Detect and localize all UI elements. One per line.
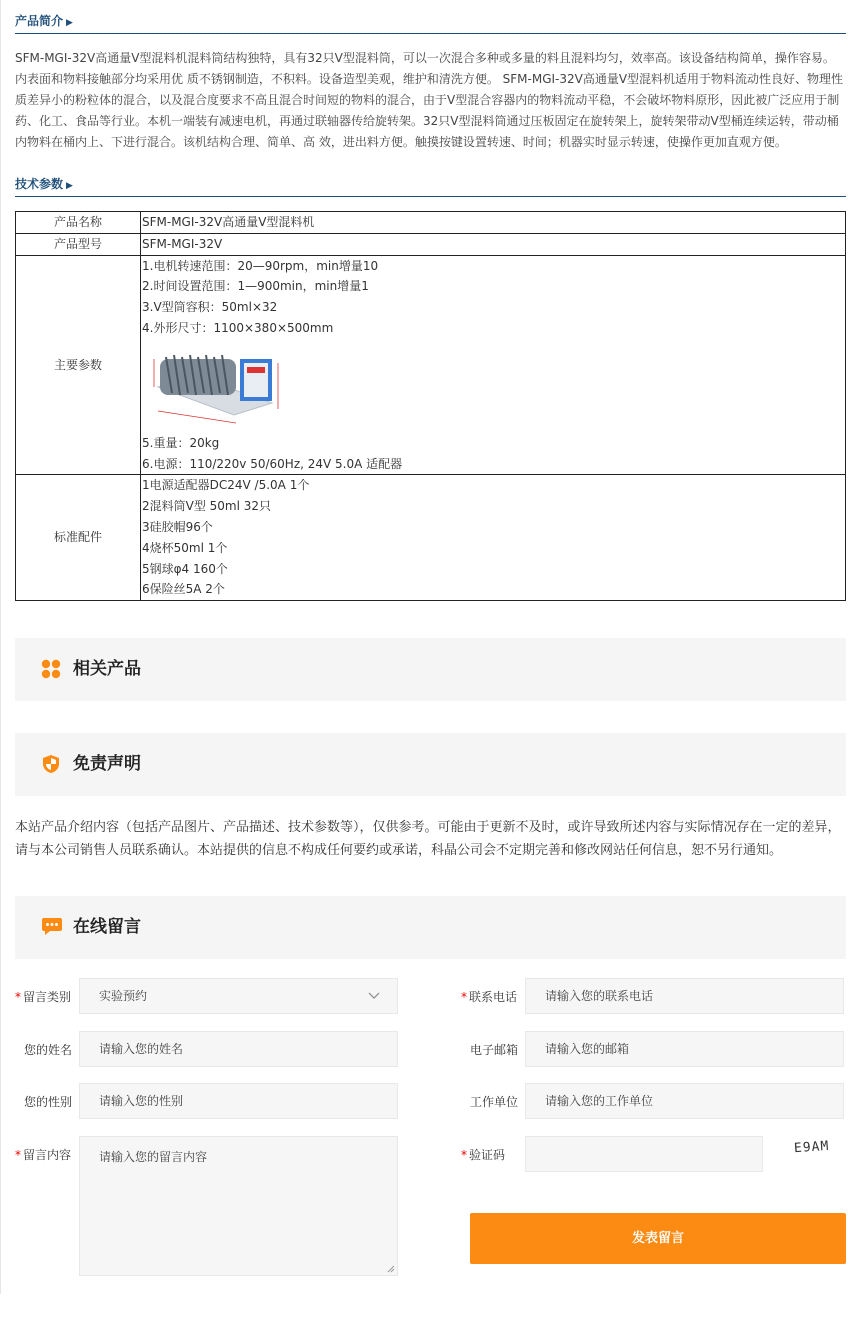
related-products-title: 相关产品 <box>73 659 141 679</box>
params-table <box>15 211 846 601</box>
chevron-down-icon <box>368 989 380 1001</box>
email-label: 电子邮箱 <box>470 1043 519 1057</box>
accessory-line: 2混料筒V型 50ml 32只 <box>142 499 272 514</box>
captcha-input[interactable] <box>525 1136 763 1172</box>
phone-input[interactable]: 请输入您的联系电话 <box>525 978 844 1014</box>
content-label-text: 留言内容 <box>23 1148 72 1162</box>
captcha-image[interactable]: E9AM <box>793 1138 830 1157</box>
params-section-header <box>15 173 846 197</box>
message-type-label-text: 留言类别 <box>23 990 72 1004</box>
disclaimer-title: 免责声明 <box>73 754 141 774</box>
intro-section-title: 产品简介 <box>15 14 64 28</box>
message-type-value: 实验预约 <box>99 989 148 1003</box>
product-name-key: 产品名称 <box>16 212 141 234</box>
submit-button[interactable]: 发表留言 <box>470 1213 846 1264</box>
message-type-select[interactable] <box>79 978 398 1014</box>
captcha-label <box>461 1136 505 1174</box>
company-label: 工作单位 <box>470 1095 519 1109</box>
message-title: 在线留言 <box>73 917 141 937</box>
gender-label: 您的性别 <box>24 1095 73 1109</box>
message-header <box>15 896 846 959</box>
product-name-value: SFM-MGI-32V高通量V型混料机 <box>141 212 846 234</box>
content-textarea[interactable] <box>79 1136 398 1276</box>
accessory-line: 6保险丝5A 2个 <box>142 582 225 597</box>
content-label <box>15 1136 71 1174</box>
resize-handle-icon[interactable] <box>387 1265 395 1273</box>
accessory-line: 1电源适配器DC24V /5.0A 1个 <box>142 478 310 493</box>
accessories-value <box>141 475 846 601</box>
required-mark: * <box>461 1148 467 1162</box>
product-model-key: 产品型号 <box>16 233 141 255</box>
main-params-value <box>141 255 846 475</box>
page-left-border <box>0 0 1 1294</box>
content-placeholder: 请输入您的留言内容 <box>99 1150 208 1164</box>
accessory-line: 3硅胶帽96个 <box>142 519 213 534</box>
gender-input[interactable]: 请输入您的性别 <box>79 1083 398 1119</box>
param-line: 4.外形尺寸：1100×380×500mm <box>142 320 334 335</box>
disclaimer-header <box>15 733 846 796</box>
shield-icon <box>41 754 61 774</box>
grid-icon <box>41 659 61 679</box>
message-type-label <box>15 978 71 1016</box>
intro-text: SFM-MGI-32V高通量V型混料机混料筒结构独特，具有32只V型混料筒，可以一次混合多种或多量的料且混料均匀，效率高。该设备结构简单，操作容易。内表面和物料接触部分均采用优 质不锈钢制造，不积料。设备造型美观，维护和清洗方便。 SFM-MGI-32V高通量V型混料机适用于物料流动性良好、物理性质差异小的粉粒体的混合，以及混合度要求不高且混合时间短的物料的混合，由于V型混合容器内的物料流动平稳，不会破坏物料原形，因此被广泛应用于制药、化工、食品等行业。本机一端装有减速电机，再通过联轴器传给旋转架。32只V型混料筒通过压板固定在旋转架上，旋转架带动V型桶连续运转，带动桶内物料在桶内上、下进行混合。该机结构合理、简单、高 效，进出料方便。触摸按键设置转速、时间；机器实时显示转速，使操作更加直观方便。 <box>15 51 844 149</box>
required-mark: * <box>15 990 21 1004</box>
mixer-machine-image <box>152 345 282 427</box>
main-params-key: 主要参数 <box>16 255 141 475</box>
accessories-key: 标准配件 <box>16 475 141 601</box>
intro-arrow-icon: ▶ <box>66 18 73 28</box>
chat-icon <box>41 917 63 937</box>
param-line: 2.时间设置范围：1—900min，min增量1 <box>142 279 369 294</box>
param-line: 3.V型筒容积：50ml×32 <box>142 300 278 315</box>
params-arrow-icon: ▶ <box>66 181 73 191</box>
param-line: 1.电机转速范围：20—90rpm，min增量10 <box>142 258 379 273</box>
email-input[interactable]: 请输入您的邮箱 <box>525 1031 844 1067</box>
required-mark: * <box>461 990 467 1004</box>
name-label: 您的姓名 <box>24 1043 73 1057</box>
table-row <box>16 475 846 601</box>
phone-label-text: 联系电话 <box>469 990 518 1004</box>
captcha-label-text: 验证码 <box>469 1148 506 1162</box>
accessory-line: 4烧杯50ml 1个 <box>142 540 228 555</box>
required-mark: * <box>15 1148 21 1162</box>
name-input[interactable]: 请输入您的姓名 <box>79 1031 398 1067</box>
param-line: 6.电源：110/220v 50/60Hz, 24V 5.0A 适配器 <box>142 456 403 471</box>
company-input[interactable]: 请输入您的工作单位 <box>525 1083 844 1119</box>
related-products-header <box>15 638 846 701</box>
accessory-line: 5钢球φ4 160个 <box>142 561 228 576</box>
disclaimer-text: 本站产品介绍内容（包括产品图片、产品描述、技术参数等），仅供参考。可能由于更新不及时，或许导致所述内容与实际情况存在一定的差异，请与本公司销售人员联系确认。本站提供的信息不构成任何要约或承诺，科晶公司会不定期完善和修改网站任何信息，恕不另行通知。 <box>15 820 841 858</box>
table-row <box>16 212 846 234</box>
params-section-title: 技术参数 <box>15 177 64 191</box>
table-row <box>16 255 846 475</box>
param-line: 5.重量：20kg <box>142 435 220 450</box>
product-model-value: SFM-MGI-32V <box>141 233 846 255</box>
table-row <box>16 233 846 255</box>
intro-section-header <box>15 10 846 34</box>
phone-label <box>461 978 517 1016</box>
